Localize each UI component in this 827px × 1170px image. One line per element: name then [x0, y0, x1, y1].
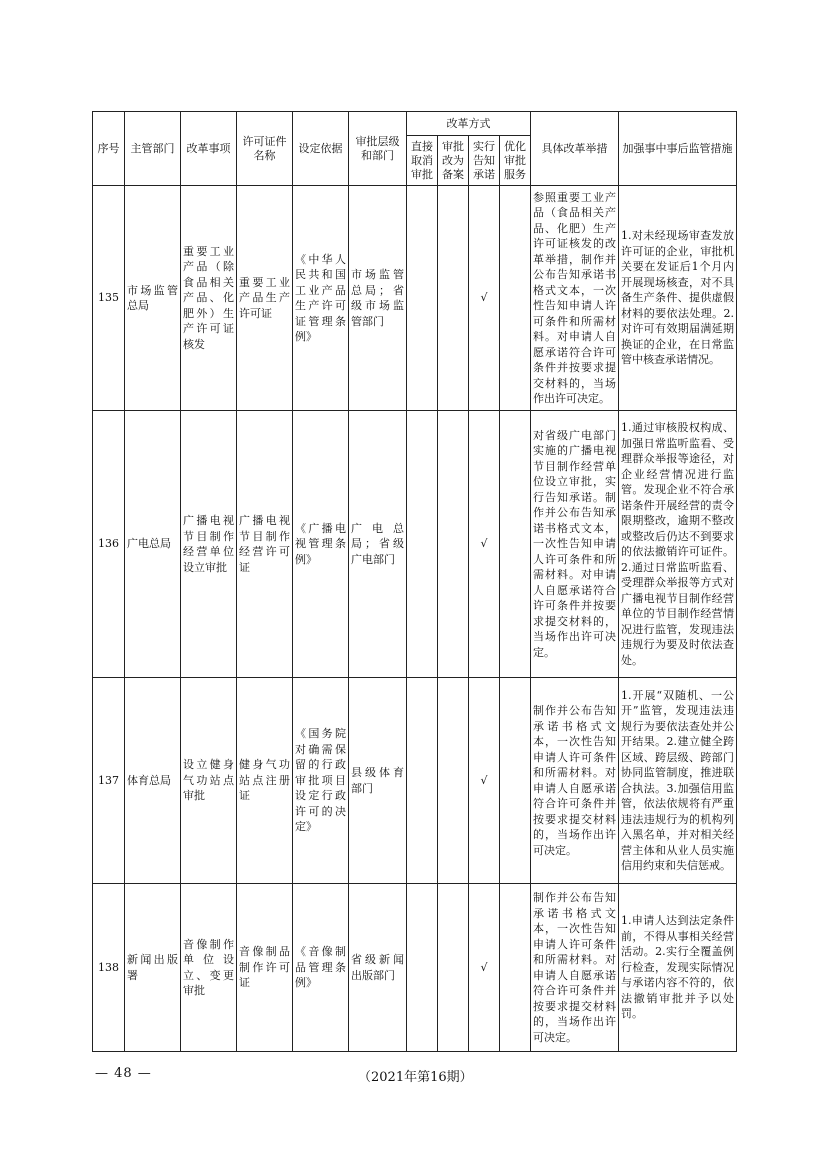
row-mode-optimize	[500, 678, 531, 884]
row-supervision: 1.对未经现场审查发放许可证的企业，审批机关要在发证后1个月内开展现场核查，对不具备生产条件、提供虚假材料的要依法处理。2.对许可有效期届满延期换证的企业，在日常监管中核查承诺情况。	[619, 186, 737, 411]
row-mode-commitment: √	[469, 678, 500, 884]
row-level: 市场监管总局；省级市场监管部门	[349, 186, 407, 411]
row-license: 重要工业产品生产许可证	[237, 186, 293, 411]
header-license: 许可证件名称	[237, 112, 293, 186]
row-basis: 《国务院对确需保留的行政审批项目设定行政许可的决定》	[293, 678, 349, 884]
row-item: 重要工业产品（除食品相关产品、化肥外）生产许可证核发	[181, 186, 237, 411]
row-mode-cancel	[407, 678, 438, 884]
row-supervision: 1.通过审核股权构成、加强日常监听监看、受理群众举报等途径，对企业经营情况进行监管。发现企业不符合承诺条件开展经营的责令限期整改，逾期不整改或整改后仍达不到要求的依法撤销许可证件。2.通过日常监听监看、受理群众举报等方式对广播电视节目制作经营单位的节目制作经营情况进行监管，发现违法违规行为要及时依法查处。	[619, 411, 737, 678]
row-mode-filing	[438, 678, 469, 884]
row-item: 音像制作单位设立、变更审批	[181, 884, 237, 1052]
table-row	[93, 186, 737, 411]
row-measures: 制作并公布告知承诺书格式文本，一次性告知申请人许可条件和所需材料。对申请人自愿承诺符合许可条件并按要求提交材料的，当场作出许可决定。	[531, 884, 619, 1052]
row-dept: 体育总局	[125, 678, 181, 884]
header-basis: 设定依据	[293, 112, 349, 186]
row-mode-commitment: √	[469, 884, 500, 1052]
header-item: 改革事项	[181, 112, 237, 186]
row-mode-commitment: √	[469, 186, 500, 411]
row-measures: 参照重要工业产品（食品相关产品、化肥）生产许可证核发的改革举措，制作并公布告知承诺书格式文本，一次性告知申请人许可条件和所需材料。对申请人自愿承诺符合许可条件并按要求提交材料的，当场作出许可决定。	[531, 186, 619, 411]
row-seq: 136	[93, 411, 125, 678]
header-mode-filing: 审批改为备案	[438, 136, 469, 186]
row-level: 省级新闻出版部门	[349, 884, 407, 1052]
row-basis: 《中华人民共和国工业产品生产许可证管理条例》	[293, 186, 349, 411]
table-row	[93, 884, 737, 1052]
row-basis: 《音像制品管理条例》	[293, 884, 349, 1052]
row-mode-cancel	[407, 411, 438, 678]
row-dept: 新闻出版署	[125, 884, 181, 1052]
row-supervision: 1.申请人达到法定条件前，不得从事相关经营活动。2.实行全覆盖例行检查，发现实际情况与承诺内容不符的，依法撤销审批并予以处罚。	[619, 884, 737, 1052]
page-number: — 48 —	[95, 1066, 152, 1081]
header-measures: 具体改革举措	[531, 112, 619, 186]
row-license: 健身气功站点注册证	[237, 678, 293, 884]
row-mode-commitment: √	[469, 411, 500, 678]
row-dept: 市场监管总局	[125, 186, 181, 411]
row-level: 县级体育部门	[349, 678, 407, 884]
header-supervision: 加强事中事后监管措施	[619, 112, 737, 186]
row-basis: 《广播电视管理条例》	[293, 411, 349, 678]
row-supervision: 1.开展“双随机、一公开”监管，发现违法违规行为要依法查处并公开结果。2.建立健全跨区域、跨层级、跨部门协同监管制度，推进联合执法。3.加强信用监管，依法依规将有严重违法违规行为的机构列入黑名单，并对相关经营主体和从业人员实施信用约束和失信惩戒。	[619, 678, 737, 884]
reform-table	[92, 111, 737, 1052]
row-mode-optimize	[500, 186, 531, 411]
row-mode-filing	[438, 884, 469, 1052]
header-mode-cancel: 直接取消审批	[407, 136, 438, 186]
row-mode-cancel	[407, 186, 438, 411]
row-seq: 138	[93, 884, 125, 1052]
header-dept: 主管部门	[125, 112, 181, 186]
row-measures: 对省级广电部门实施的广播电视节目制作经营单位设立审批，实行告知承诺。制作并公布告知承诺书格式文本，一次性告知申请人许可条件和所需材料。对申请人自愿承诺符合许可条件并按要求提交材料的，当场作出许可决定。	[531, 411, 619, 678]
row-dept: 广电总局	[125, 411, 181, 678]
row-measures: 制作并公布告知承诺书格式文本，一次性告知申请人许可条件和所需材料。对申请人自愿承诺符合许可条件并按要求提交材料的，当场作出许可决定。	[531, 678, 619, 884]
row-seq: 137	[93, 678, 125, 884]
issue-label: （2021年第16期）	[358, 1070, 473, 1085]
row-item: 广播电视节目制作经营单位设立审批	[181, 411, 237, 678]
row-level: 广电总局；省级广电部门	[349, 411, 407, 678]
row-seq: 135	[93, 186, 125, 411]
row-mode-filing	[438, 186, 469, 411]
header-level: 审批层级和部门	[349, 112, 407, 186]
row-mode-cancel	[407, 884, 438, 1052]
header-seq: 序号	[93, 112, 125, 186]
table-row	[93, 678, 737, 884]
row-license: 广播电视节目制作经营许可证	[237, 411, 293, 678]
row-mode-filing	[438, 411, 469, 678]
row-mode-optimize	[500, 884, 531, 1052]
header-mode-optimize: 优化审批服务	[500, 136, 531, 186]
row-mode-optimize	[500, 411, 531, 678]
row-item: 设立健身气功站点审批	[181, 678, 237, 884]
row-license: 音像制品制作许可证	[237, 884, 293, 1052]
header-reform-mode: 改革方式	[407, 112, 531, 136]
header-mode-commitment: 实行告知承诺	[469, 136, 500, 186]
table-row	[93, 411, 737, 678]
